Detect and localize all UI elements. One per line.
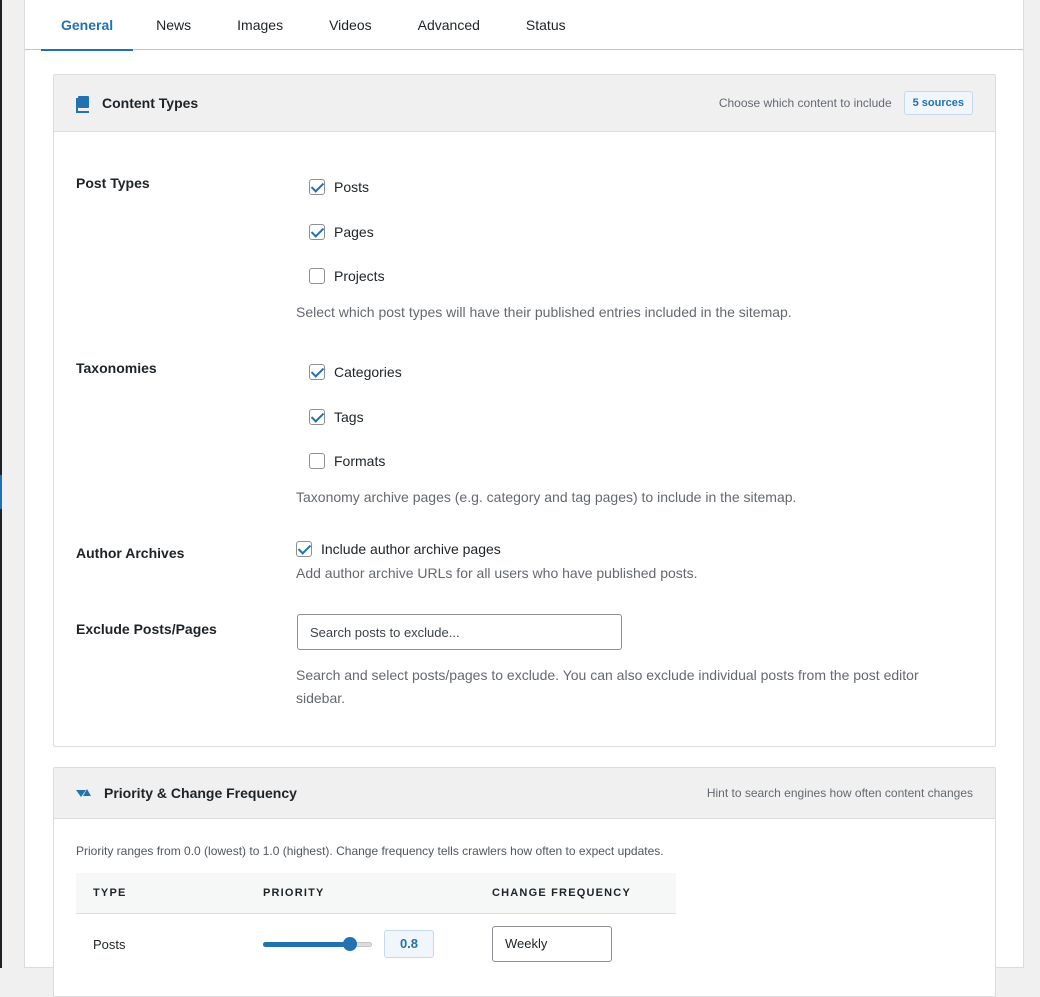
checkbox-posts-box[interactable] (309, 179, 325, 195)
checkbox-categories-box[interactable] (309, 364, 325, 380)
checkbox-tags-box[interactable] (309, 409, 325, 425)
table-row (76, 914, 676, 974)
tab-general[interactable]: General (41, 0, 133, 50)
checkbox-categories-label: Categories (334, 364, 402, 380)
checkbox-formats-label: Formats (334, 453, 386, 469)
priority-card (53, 767, 996, 997)
tab-videos[interactable]: Videos (329, 17, 372, 33)
admin-sidebar-active-marker (0, 475, 2, 509)
checkbox-posts[interactable] (309, 179, 369, 195)
post-types-description: Select which post types will have their published entries included in the sitemap. (296, 304, 792, 320)
exclude-description-line-1: Search and select posts/pages to exclude. You can also exclude individual posts from the post editor (296, 667, 919, 683)
priority-table (76, 873, 676, 974)
content-types-title: Content Types (102, 95, 199, 111)
priority-table-header (76, 873, 676, 914)
tab-news[interactable]: News (156, 17, 192, 33)
checkbox-posts-label: Posts (334, 179, 370, 195)
book-icon (76, 96, 90, 111)
slider-handle[interactable] (343, 937, 357, 951)
checkbox-categories[interactable] (309, 364, 402, 380)
checkbox-tags-label: Tags (334, 409, 364, 425)
column-priority: PRIORITY (263, 887, 325, 899)
tab-advanced[interactable]: Advanced (417, 17, 480, 33)
checkbox-pages[interactable] (309, 224, 374, 240)
content-types-card (53, 74, 996, 747)
checkbox-pages-box[interactable] (309, 224, 325, 240)
checkbox-projects-label: Projects (334, 268, 385, 284)
exclude-label: Exclude Posts/Pages (76, 621, 217, 637)
priority-value: 0.8 (384, 930, 434, 958)
priority-intro: Priority ranges from 0.0 (lowest) to 1.0 (highest). Change frequency tells crawlers how often to expect updates. (76, 844, 664, 858)
checkbox-formats-box[interactable] (309, 453, 325, 469)
collapse-toggle-icon[interactable] (76, 788, 91, 798)
change-frequency-select[interactable]: Weekly (492, 926, 612, 962)
exclude-description-line-2: sidebar. (296, 690, 346, 706)
content-types-hint: Choose which content to include (718, 96, 892, 110)
priority-hint: Hint to search engines how often content changes (706, 786, 973, 800)
checkbox-author-archives-box[interactable] (296, 541, 312, 557)
settings-panel (24, 0, 1024, 968)
column-change-frequency: CHANGE FREQUENCY (492, 887, 631, 899)
sources-badge: 5 sources (904, 91, 973, 115)
post-types-label: Post Types (76, 175, 150, 191)
priority-title: Priority & Change Frequency (104, 785, 297, 801)
checkbox-projects[interactable] (309, 268, 385, 284)
taxonomies-label: Taxonomies (76, 360, 157, 376)
checkbox-pages-label: Pages (334, 224, 374, 240)
taxonomies-description: Taxonomy archive pages (e.g. category and tag pages) to include in the sitemap. (296, 489, 797, 505)
author-archives-label: Author Archives (76, 545, 185, 561)
column-type: TYPE (93, 887, 127, 899)
priority-slider[interactable] (263, 939, 372, 949)
content-types-header (54, 75, 995, 132)
exclude-description (296, 664, 919, 710)
checkbox-formats[interactable] (309, 453, 385, 469)
slider-fill (263, 942, 350, 947)
tab-bar (25, 0, 1023, 50)
row-type: Posts (93, 936, 126, 952)
tab-status[interactable]: Status (525, 17, 566, 33)
author-archives-description: Add author archive URLs for all users who have published posts. (296, 565, 698, 581)
priority-header[interactable] (54, 768, 995, 819)
priority-cell (263, 930, 492, 958)
exclude-search-input[interactable] (297, 614, 622, 650)
tab-images[interactable]: Images (237, 17, 284, 33)
checkbox-author-archives[interactable] (296, 541, 501, 557)
checkbox-projects-box[interactable] (309, 268, 325, 284)
frequency-cell (492, 926, 676, 962)
checkbox-tags[interactable] (309, 409, 364, 425)
checkbox-author-archives-label: Include author archive pages (321, 541, 501, 557)
